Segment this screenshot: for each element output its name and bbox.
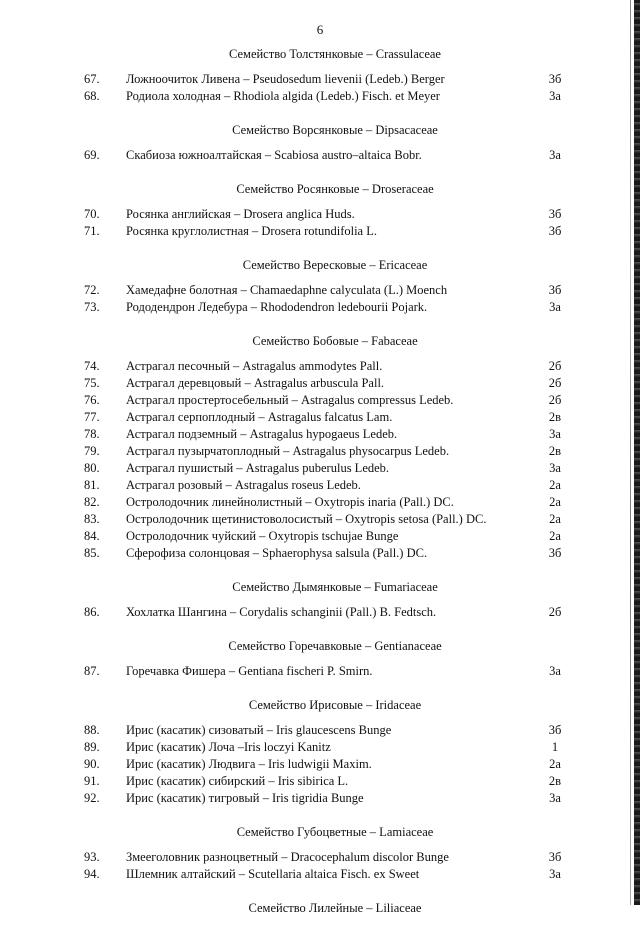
species-name: Остролодочник чуйский – Oxytropis tschujae Bunge	[126, 529, 399, 543]
species-name: Остролодочник линейнолистный – Oxytropis inaria (Pall.) DC.	[126, 495, 454, 509]
rarity-category: 2б	[548, 359, 562, 373]
entry-number: 80.	[84, 461, 100, 475]
family-title: Семейство Лилейные – Liliaceae	[248, 901, 422, 915]
species-name: Сферофиза солонцовая – Sphaerophysa salsula (Pall.) DC.	[126, 546, 428, 560]
species-entry	[0, 460, 640, 477]
species-name: Ирис (касатик) Людвига – Iris ludwigii Maxim.	[126, 757, 372, 771]
section-spacer	[0, 807, 640, 819]
entry-number: 78.	[84, 427, 100, 441]
entry-number: 67.	[84, 72, 100, 86]
rarity-category: 3а	[549, 300, 561, 314]
species-entry	[0, 739, 640, 756]
rarity-category: 3а	[549, 664, 561, 678]
entry-number: 68.	[84, 89, 100, 103]
rarity-category: 3б	[548, 723, 562, 737]
entry-number: 71.	[84, 224, 100, 238]
family-section	[0, 697, 640, 819]
entry-number: 92.	[84, 791, 100, 805]
entry-number: 84.	[84, 529, 100, 543]
species-name: Ирис (касатик) тигровый – Iris tigridia Bunge	[126, 791, 364, 805]
species-entry	[0, 790, 640, 807]
species-entry	[0, 426, 640, 443]
species-entry	[0, 866, 640, 883]
rarity-category: 2б	[548, 376, 562, 390]
section-spacer	[0, 240, 640, 252]
family-section	[0, 257, 640, 328]
entry-number: 94.	[84, 867, 100, 881]
section-spacer	[0, 164, 640, 176]
species-name: Астрагал деревцовый – Astragalus arbuscula Pall.	[126, 376, 385, 390]
species-name: Змееголовник разноцветный – Dracocephalum discolor Bunge	[126, 850, 449, 864]
species-name: Остролодочник щетинистоволосистый – Oxytropis setosa (Pall.) DC.	[126, 512, 487, 526]
section-spacer	[0, 621, 640, 633]
entry-number: 83.	[84, 512, 100, 526]
species-entry	[0, 722, 640, 739]
species-name: Росянка круглолистная – Drosera rotundifolia L.	[126, 224, 377, 238]
family-title: Семейство Росянковые – Droseraceae	[236, 182, 434, 196]
species-name: Ирис (касатик) сизоватый – Iris glaucescens Bunge	[126, 723, 392, 737]
species-entry	[0, 88, 640, 105]
species-entry	[0, 147, 640, 164]
species-entry	[0, 663, 640, 680]
entry-number: 90.	[84, 757, 100, 771]
rarity-category: 2б	[548, 605, 562, 619]
rarity-category: 3б	[548, 207, 562, 221]
rarity-category: 2в	[548, 444, 562, 458]
rarity-category: 2а	[549, 757, 561, 771]
species-name: Шлемник алтайский – Scutellaria altaica Fisch. ex Sweet	[126, 867, 420, 881]
rarity-category: 1	[551, 740, 559, 754]
entry-number: 85.	[84, 546, 100, 560]
species-entry	[0, 849, 640, 866]
family-section	[0, 638, 640, 692]
species-entry	[0, 756, 640, 773]
rarity-category: 3б	[548, 72, 562, 86]
page-number: 6	[316, 22, 324, 37]
species-name: Астрагал подземный – Astragalus hypogaeus Ledeb.	[126, 427, 398, 441]
species-name: Рододендрон Ледебура – Rhododendron ledebourii Pojark.	[126, 300, 428, 314]
family-section	[0, 46, 640, 117]
section-spacer	[0, 680, 640, 692]
species-name: Ирис (касатик) сибирский – Iris sibirica L.	[126, 774, 349, 788]
entry-number: 81.	[84, 478, 100, 492]
species-name: Хохлатка Шангина – Corydalis schanginii (Pall.) B. Fedtsch.	[126, 605, 437, 619]
rarity-category: 2в	[548, 410, 562, 424]
species-entry	[0, 282, 640, 299]
species-name: Росянка английская – Drosera anglica Huds.	[126, 207, 355, 221]
species-name: Астрагал простертосебельный – Astragalus compressus Ledeb.	[126, 393, 454, 407]
entry-number: 86.	[84, 605, 100, 619]
entry-number: 91.	[84, 774, 100, 788]
species-entry	[0, 511, 640, 528]
entry-number: 69.	[84, 148, 100, 162]
species-entry	[0, 494, 640, 511]
family-title: Семейство Толстянковые – Crassulaceae	[229, 47, 441, 61]
entry-number: 72.	[84, 283, 100, 297]
entry-number: 93.	[84, 850, 100, 864]
rarity-category: 2а	[549, 512, 561, 526]
species-name: Горечавка Фишера – Gentiana fischeri P. Smirn.	[126, 664, 373, 678]
species-entry	[0, 206, 640, 223]
rarity-category: 2б	[548, 393, 562, 407]
species-entry	[0, 545, 640, 562]
entry-number: 77.	[84, 410, 100, 424]
entry-number: 76.	[84, 393, 100, 407]
species-list	[0, 46, 640, 925]
species-entry	[0, 604, 640, 621]
species-entry	[0, 773, 640, 790]
rarity-category: 2а	[549, 478, 561, 492]
family-title: Семейство Губоцветные – Lamiaceae	[236, 825, 434, 839]
family-section	[0, 579, 640, 633]
entry-number: 89.	[84, 740, 100, 754]
section-spacer	[0, 883, 640, 895]
species-entry	[0, 443, 640, 460]
section-spacer	[0, 562, 640, 574]
species-entry	[0, 299, 640, 316]
rarity-category: 3а	[549, 89, 561, 103]
rarity-category: 3б	[548, 224, 562, 238]
family-title: Семейство Бобовые – Fabaceae	[252, 334, 418, 348]
rarity-category: 2а	[549, 529, 561, 543]
family-title: Семейство Ворсянковые – Dipsacaceae	[232, 123, 438, 137]
rarity-category: 3а	[549, 461, 561, 475]
rarity-category: 2в	[548, 774, 562, 788]
species-name: Астрагал розовый – Astragalus roseus Ledeb.	[126, 478, 361, 492]
family-section	[0, 122, 640, 176]
family-title: Семейство Горечавковые – Gentianaceae	[228, 639, 442, 653]
entry-number: 88.	[84, 723, 100, 737]
family-section	[0, 333, 640, 574]
family-title: Семейство Дымянковые – Fumariaceae	[232, 580, 438, 594]
species-entry	[0, 528, 640, 545]
entry-number: 82.	[84, 495, 100, 509]
species-entry	[0, 223, 640, 240]
species-name: Скабиоза южноалтайская – Scabiosa austro–altaica Bobr.	[126, 148, 422, 162]
species-entry	[0, 392, 640, 409]
rarity-category: 2а	[549, 495, 561, 509]
section-spacer	[0, 316, 640, 328]
family-title: Семейство Ирисовые – Iridaceae	[248, 698, 422, 712]
species-name: Ирис (касатик) Лоча –Iris loczyi Kanitz	[126, 740, 331, 754]
rarity-category: 3б	[548, 546, 562, 560]
entry-number: 73.	[84, 300, 100, 314]
rarity-category: 3б	[548, 850, 562, 864]
species-name: Хамедафне болотная – Chamaedaphne calyculata (L.) Moench	[126, 283, 448, 297]
family-section	[0, 181, 640, 252]
species-entry	[0, 71, 640, 88]
entry-number: 75.	[84, 376, 100, 390]
species-name: Астрагал пушистый – Astragalus puberulus Ledeb.	[126, 461, 390, 475]
species-name: Астрагал пузырчатоплодный – Astragalus physocarpus Ledeb.	[126, 444, 450, 458]
species-name: Родиола холодная – Rhodiola algida (Ledeb.) Fisch. et Meyer	[126, 89, 440, 103]
rarity-category: 3б	[548, 283, 562, 297]
species-name: Астрагал песочный – Astragalus ammodytes Pall.	[126, 359, 383, 373]
entry-number: 74.	[84, 359, 100, 373]
rarity-category: 3а	[549, 791, 561, 805]
species-entry	[0, 477, 640, 494]
rarity-category: 3а	[549, 148, 561, 162]
family-section	[0, 900, 640, 917]
species-entry	[0, 358, 640, 375]
entry-number: 87.	[84, 664, 100, 678]
species-name: Астрагал серпоплодный – Astragalus falcatus Lam.	[126, 410, 393, 424]
species-entry	[0, 409, 640, 426]
species-name: Ложноочиток Ливена – Pseudosedum lievenii (Ledeb.) Berger	[126, 72, 445, 86]
entry-number: 79.	[84, 444, 100, 458]
entry-number: 70.	[84, 207, 100, 221]
rarity-category: 3а	[549, 867, 561, 881]
section-spacer	[0, 105, 640, 117]
rarity-category: 3а	[549, 427, 561, 441]
family-title: Семейство Вересковые – Ericaceae	[242, 258, 428, 272]
species-entry	[0, 375, 640, 392]
family-section	[0, 824, 640, 895]
